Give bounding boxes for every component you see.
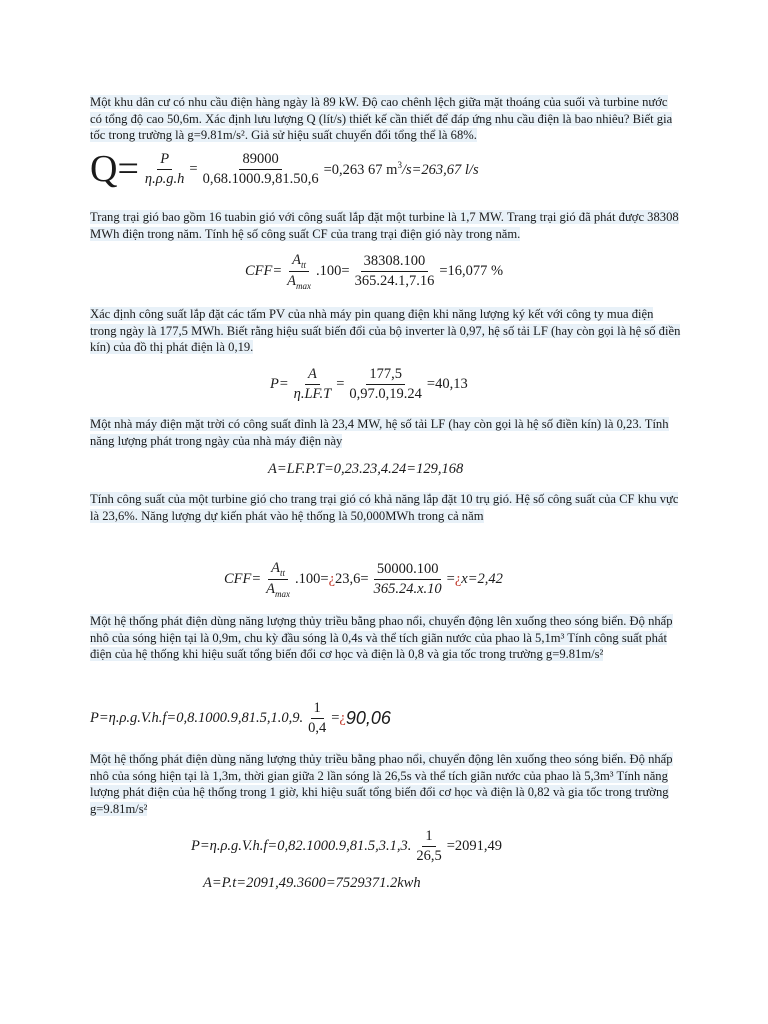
equation-5-fraction-2: $\frac{50000.100}{365.24.x.10}$ xyxy=(373,560,442,597)
equation-4: A=LF.P.T=0,23.23,4.24=129,168 xyxy=(268,461,464,477)
equation-7: P=η.ρ.g.V.h.f=0,82.1000.9,81.5,3.1,3. $\frac{1}{26,5}$ =2091,49 xyxy=(191,828,503,864)
equation-3: P= $\frac{A}{\eta.LF.T}$ = $\frac{177,5}{0,97.0,19.24}$ =40,13 xyxy=(270,366,468,402)
equation-6-fraction: $\frac{1}{0,4}$ xyxy=(308,700,327,736)
equation-3-result: =40,13 xyxy=(426,376,468,392)
equation-3-fraction-1: $\frac{A}{\eta.LF.T}$ xyxy=(293,366,332,402)
equation-5-result: x=2,42 xyxy=(461,570,503,587)
equation-7-result: =2091,49 xyxy=(446,838,503,854)
equation-1-fraction-2: $\frac{89000}{0,68.1000.9,81.50,6}$ xyxy=(202,150,319,187)
equation-2-fraction-1: $\frac{A_{tt}}{A_{max}}$ xyxy=(287,252,312,291)
equation-8: A=P.t=2091,49.3600=7529371.2 kwh xyxy=(203,875,421,891)
problem-3-text: Xác định công suất lắp đặt các tấm PV của nhà máy pin quang điện khi năng lượng ký kết với công ty mua điện trong ngày là 177,5 MWh. Biết rằng hiệu suất biến đổi của bộ inverter là 0,97, hệ số tải LF (hay còn gọi là hệ số điền kín) của đồ thị phát điện là 0,19. xyxy=(90,307,681,354)
equation-2: CFF= $\frac{A_{tt}}{A_{max}}$ .100= $\frac{38308.100}{365.24.1,7.16}$ =16,077 % xyxy=(245,252,504,291)
problem-2-text: Trang trại gió bao gồm 16 tuabin gió với công suất lắp đặt một turbine là 1,7 MW. Trang trại gió đã phát được 38308 MWh điện trong năm. Tính hệ số công suất CF của trang trại điện gió này trong năm. xyxy=(90,210,679,241)
equation-2-result: =16,077 % xyxy=(439,262,504,279)
equation-1-lhs: Q= xyxy=(90,148,139,190)
equation-7-fraction: $\frac{1}{26,5}$ xyxy=(416,828,442,864)
problem-5-text: Tính công suất của một turbine gió cho trang trại gió có khả năng lắp đặt 10 trụ gió. Hệ số công suất của CF khu vực là 23,6%. Năng lượng dự kiến phát vào hệ thống là 50,000MWh trong cả năm xyxy=(90,492,679,523)
problem-1-text: Một khu dân cư có nhu cầu điện hàng ngày là 89 kW. Độ cao chênh lệch giữa mặt thoáng của suối và turbine nước có tổng độ cao 50,6m. Xác định lưu lượng Q (lít/s) thiết kế cần thiết để đáp ứng nhu cầu điện là bao nhiêu? Biết gia tốc trong trường là g=9.81m/s². Giả sử hiệu suất chuyển đổi tổng thể là 68%. xyxy=(90,95,673,142)
equation-6-result: 90,06 xyxy=(345,708,391,728)
equation-6: P=η.ρ.g.V.h.f=0,8.1000.9,81.5,1.0,9. $\frac{1}{0,4}$ = ¿ 90,06 xyxy=(90,700,391,736)
problem-7-text: Một hệ thống phát điện dùng năng lượng thủy triều bằng phao nổi, chuyển động lên xuống theo sóng biển. Độ nhấp nhô của sóng hiện tại là 1,3m, thời gian giữa 2 lần sóng là 26,5s và thể tích giãn nước của phao là 5,3m³ Tính năng lượng phát điện của hệ thống trong 1 giờ, khi hiệu suất tổng biến đổi cơ học và điện là 0,82 và gia tốc trong trường g=9.81m/s² xyxy=(90,752,673,816)
problem-4-text: Một nhà máy điện mặt trời có công suất đỉnh là 23,4 MW, hệ số tải LF (hay còn gọi là hệ số điền kín) là 0,23. Tính năng lượng phát trong ngày của nhà máy điện này xyxy=(90,417,669,448)
equation-1-fraction-1: $\frac{P}{\eta.\rho.g.h}$ xyxy=(144,150,185,187)
equation-1: Q= $\frac{P}{\eta.\rho.g.h}$ = $\frac{89000}{0,68.1000.9,81.50,6}$ =0,263 67 $m^3/s=263,67$ l/s xyxy=(90,148,479,190)
equation-1-result: =0,263 67 $m^3/s=263,67$ l/s xyxy=(323,159,479,178)
equation-2-fraction-2: $\frac{38308.100}{365.24.1,7.16}$ xyxy=(354,252,435,289)
equation-5: CFF= $\frac{A_{tt}}{A_{max}}$ .100= ¿ 23,6= $\frac{50000.100}{365.24.x.10}$ = ¿ x=2,42 xyxy=(224,560,503,599)
equation-5-fraction-1: $\frac{A_{tt}}{A_{max}}$ xyxy=(266,560,291,599)
equation-3-fraction-2: $\frac{177,5}{0,97.0,19.24}$ xyxy=(349,366,422,402)
problem-6-text: Một hệ thống phát điện dùng năng lượng thủy triều bằng phao nổi, chuyển động lên xuống theo sóng biển. Độ nhấp nhô của sóng hiện tại là 0,9m, chu kỳ đầu sóng là 0,4s và thể tích giãn nước của phao là 5,1m³ Tính công suất phát điện của hệ thống khi hiệu suất tổng biến đổi cơ học và điện là 0,8 và gia tốc trong trường g=9.81m/s² xyxy=(90,614,673,661)
